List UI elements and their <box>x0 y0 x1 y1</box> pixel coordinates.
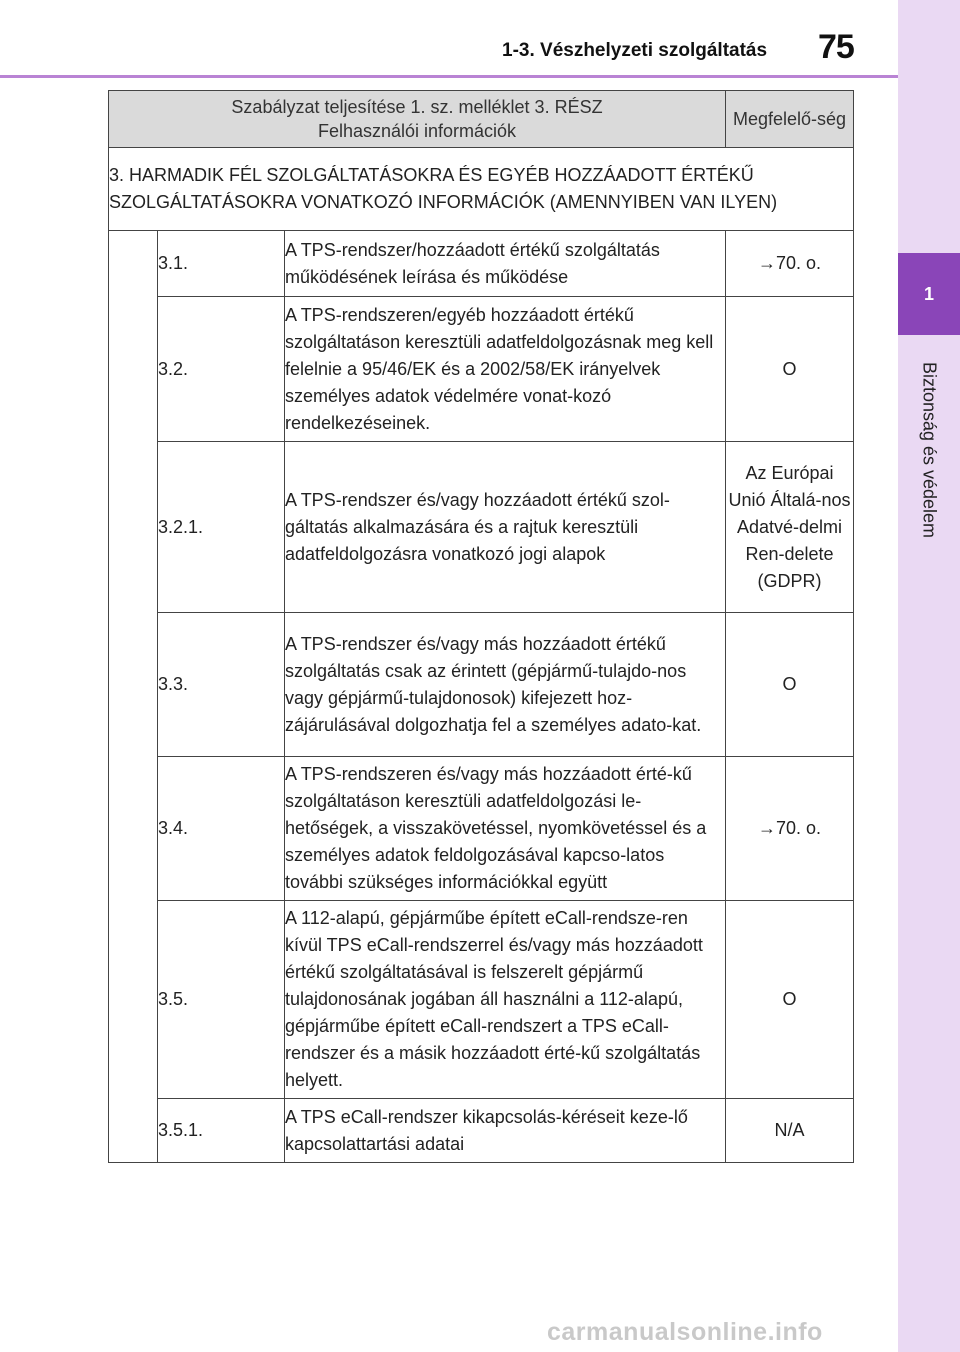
section-row <box>109 148 854 231</box>
row-conformity: O <box>726 297 854 442</box>
row-conformity: →70. o. <box>726 757 854 901</box>
row-conformity: →70. o. <box>726 231 854 297</box>
table-row <box>109 442 854 613</box>
footer-watermark[interactable]: carmanualsonline.info <box>547 1318 823 1346</box>
table-header-line2: Felhasználói információk <box>317 121 517 141</box>
table-row <box>109 297 854 442</box>
table-header-line1: Szabályzat teljesítése 1. sz. melléklet 3. RÉSZ <box>231 97 603 117</box>
row-number: 3.5.1. <box>158 1099 285 1163</box>
chapter-tab[interactable] <box>898 253 960 335</box>
row-description: A 112-alapú, gépjárműbe épített eCall-rendsze-ren kívül TPS eCall-rendszerrel és/vagy más hozzáadott értékű szolgáltatásával is felszerelt gépjármű tulajdonosának jogában áll használni a 112-alapú, gépjárműbe épített eCall-rendszert a TPS eCall-rendszer és a másik hozzáadott érté-kű szolgáltatás helyett. <box>285 901 726 1099</box>
row-number: 3.5. <box>158 901 285 1099</box>
row-description: A TPS eCall-rendszer kikapcsolás-kéréseit keze-lő kapcsolattartási adatai <box>285 1099 726 1163</box>
row-conformity: O <box>726 613 854 757</box>
row-description: A TPS-rendszer/hozzáadott értékű szolgáltatás működésének leírása és működése <box>285 231 726 297</box>
chapter-number: 1 <box>923 283 934 304</box>
row-number: 3.2. <box>158 297 285 442</box>
row-number: 3.1. <box>158 231 285 297</box>
row-conformity: N/A <box>726 1099 854 1163</box>
table-row <box>109 1099 854 1163</box>
page-number: 75 <box>818 28 854 66</box>
table-row <box>109 757 854 901</box>
row-conformity: Az Európai Unió Általá-nos Adatvé-delmi Ren-delete (GDPR) <box>726 442 854 613</box>
row-description: A TPS-rendszer és/vagy hozzáadott értékű szol-gáltatás alkalmazására és a rajtuk keresztüli adatfeldolgozásra vonatkozó jogi alapok <box>285 442 726 613</box>
section-title: 1-3. Vészhelyzeti szolgáltatás <box>502 40 768 61</box>
row-description: A TPS-rendszer és/vagy más hozzáadott értékű szolgáltatás csak az érintett (gépjármű-tulajdo-nos vagy gépjármű-tulajdonosok) kifejezett hoz-zájárulásával dolgozhatja fel a személyes adato-kat. <box>285 613 726 757</box>
indent-cell <box>109 231 158 1163</box>
chapter-title: Biztonság és védelem <box>919 361 940 539</box>
row-number: 3.3. <box>158 613 285 757</box>
row-conformity: O <box>726 901 854 1099</box>
row-number: 3.2.1. <box>158 442 285 613</box>
side-bar <box>898 0 960 1352</box>
table-row <box>109 613 854 757</box>
row-description: A TPS-rendszeren/egyéb hozzáadott értékű szolgáltatáson keresztüli adatfeldolgozásnak meg kell felelnie a 95/46/EK és a 2002/58/EK irányelvek személyes adatok védelmére vonat-kozó rendelkezéseinek. <box>285 297 726 442</box>
section-heading: 3. HARMADIK FÉL SZOLGÁLTATÁSOKRA ÉS EGYÉB HOZZÁADOTT ÉRTÉKŰ SZOLGÁLTATÁSOKRA VONATKOZÓ INFORMÁCIÓK (AMENNYIBEN VAN ILYEN) <box>109 148 854 231</box>
table-header-row <box>109 91 854 148</box>
table-row <box>109 231 854 297</box>
table-header-title <box>109 91 726 148</box>
table-row <box>109 901 854 1099</box>
row-number: 3.4. <box>158 757 285 901</box>
table-header-conformity: Megfelelő-ség <box>726 91 854 148</box>
info-table <box>108 90 854 1163</box>
header-rule <box>0 75 898 78</box>
row-description: A TPS-rendszeren és/vagy más hozzáadott érté-kű szolgáltatáson keresztüli adatfeldolgozási le-hetőségek, a visszakövetéssel, nyomkövetéssel és a személyes adatok feldolgozásával kapcso-latos további szükséges információkkal együtt <box>285 757 726 901</box>
